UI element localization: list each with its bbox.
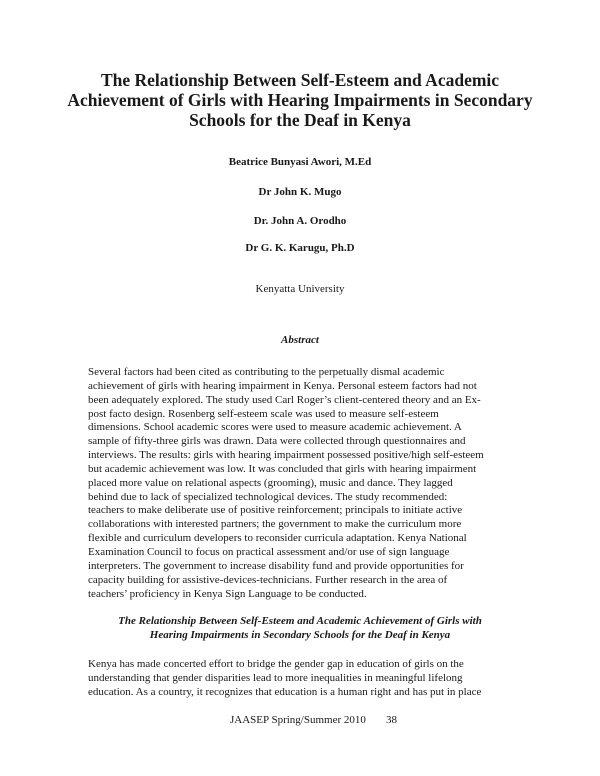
abstract-line: post facto design. Rosenberg self-esteem scale was used to measure self-esteem	[88, 407, 439, 420]
page-footer	[0, 713, 600, 727]
abstract-line: placed more value on relational aspects (grooming), music and dance. They lagged	[88, 476, 453, 489]
body-line: Kenya has made concerted effort to bridge the gender gap in education of girls on the	[88, 658, 464, 670]
abstract-line: interviews. The results: girls with hearing impairment possessed positive/high self-esteem	[88, 449, 484, 462]
abstract-line: been adequately explored. The study used Carl Roger’s client-centered theory and an Ex-	[88, 393, 481, 406]
abstract-line: but academic achievement was low. It was concluded that girls with hearing impairment	[88, 462, 477, 475]
abstract-line: achievement of girls with hearing impairment in Kenya. Personal esteem factors had not	[88, 379, 477, 392]
page-number: 38	[386, 714, 397, 726]
section-heading	[60, 614, 540, 642]
author-4: Dr G. K. Karugu, Ph.D	[245, 242, 355, 254]
abstract-line: flexible and curriculum developers to reconsider curricula adaptation. Kenya National	[88, 532, 467, 545]
abstract-line: interpreters. The government to increase disability fund and provide opportunities for	[88, 559, 464, 572]
abstract-line: teachers’ proficiency in Kenya Sign Language to be conducted.	[88, 587, 367, 600]
author-3: Dr. John A. Orodho	[253, 215, 347, 227]
abstract-line: sample of fifty-three girls was drawn. Data were collected through questionnaires and	[88, 435, 466, 448]
author-2: Dr John K. Mugo	[258, 186, 342, 198]
abstract-line: dimensions. School academic scores were used to measure academic achievement. A	[88, 421, 462, 434]
affiliation: Kenyatta University	[255, 283, 345, 295]
footer-journal: JAASEP Spring/Summer 2010	[230, 714, 366, 726]
abstract-line: collaborations with interested partners; the government to make the curriculum more	[88, 518, 462, 531]
body-line: education. As a country, it recognizes that education is a human right and has put in place	[88, 686, 482, 699]
abstract-line: teachers to make deliberate use of positive reinforcement; principals to initiate active	[88, 504, 463, 517]
author-1: Beatrice Bunyasi Awori, M.Ed	[228, 156, 372, 168]
section-heading-line: Hearing Impairments in Secondary Schools for the Deaf in Kenya	[149, 629, 451, 641]
abstract-line: Examination Council to focus on practical assessment and/or use of sign language	[88, 545, 450, 558]
abstract-line: capacity building for assistive-devices-technicians. Further research in the area of	[88, 573, 448, 586]
abstract-body	[88, 366, 520, 601]
section-heading-line: The Relationship Between Self-Esteem and Academic Achievement of Girls with	[118, 615, 482, 627]
section-body	[88, 657, 520, 700]
body-line: understanding that gender disparities lead to more inequalities in meaningful lifelong	[88, 672, 463, 685]
abstract-line: Several factors had been cited as contributing to the perpetually dismal academic	[88, 366, 445, 378]
paper-title: The Relationship Between Self-Esteem and Academic Achievement of Girls with Hearing Impairments in Secondary Schools for the Deaf in Kenya	[67, 70, 533, 130]
abstract-heading: Abstract	[281, 334, 319, 346]
abstract-line: behind due to lack of specialized technological devices. The study recommended:	[88, 490, 448, 503]
